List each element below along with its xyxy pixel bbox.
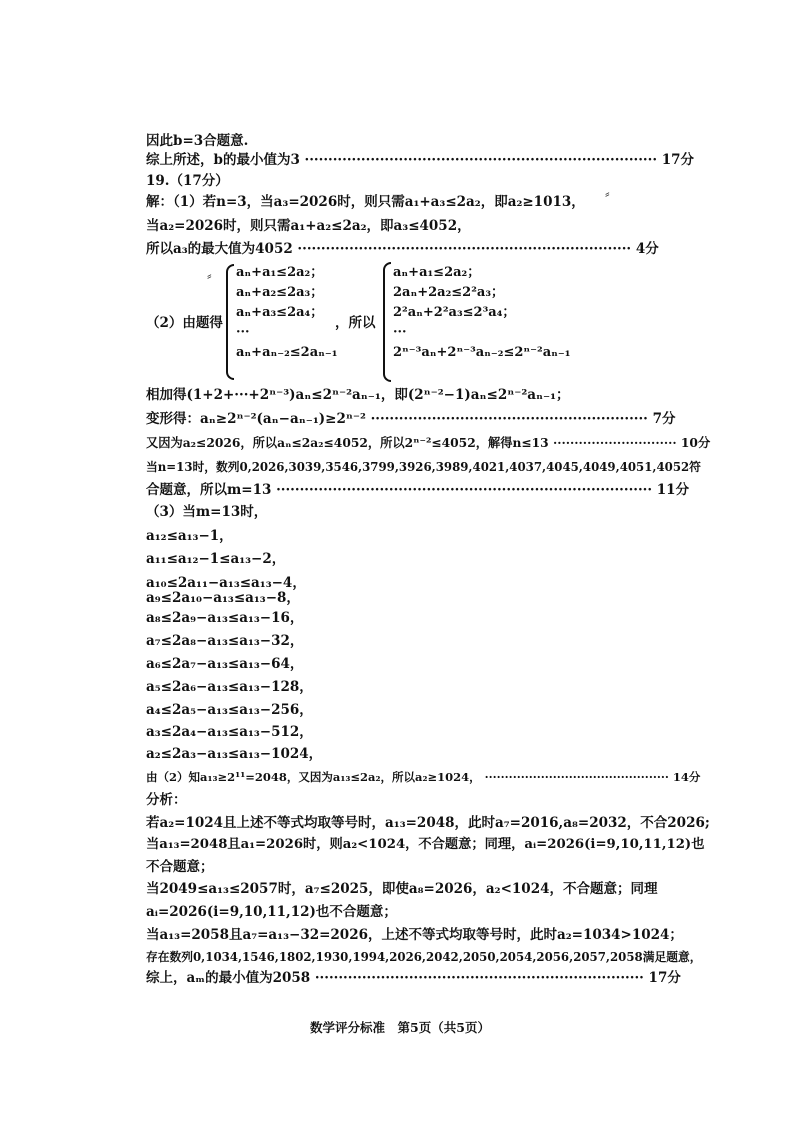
inequality: aₙ+a₁≤2a₂；	[393, 265, 481, 280]
text-line: 当a₁₃=2058且a₇=a₁₃−32=2026，上述不等式均取等号时，此时a₂=1034>1024；	[146, 927, 683, 943]
inequality: 2²aₙ+2²a₃≤2³a₄；	[393, 305, 516, 320]
question-heading: 19.（17分）	[146, 173, 229, 189]
left-brace	[226, 264, 234, 380]
inequality-line: a₁₀≤2a₁₁−a₁₃≤a₁₃−4，	[146, 575, 306, 591]
text-line: 所以a₃的最大值为4052 ······································································· 4分	[146, 241, 659, 257]
right-brace	[383, 262, 391, 382]
inequality-line: a₆≤2a₇−a₁₃≤a₁₃−64，	[146, 656, 304, 672]
text-line: 由（2）知a₁₃≥2¹¹=2048，又因为a₁₃≤2a₂，所以a₂≥1024， ·············································· 14分	[146, 770, 701, 784]
inequality-line: a₉≤2a₁₀−a₁₃≤a₁₃−8，	[146, 590, 300, 606]
inequality-line: a₁₁≤a₁₂−1≤a₁₃−2，	[146, 551, 286, 567]
inequality-line: a₄≤2a₅−a₁₃≤a₁₃−256，	[146, 702, 313, 718]
inequality-line: a₈≤2a₉−a₁₃≤a₁₃−16，	[146, 610, 304, 626]
inequality: ···	[393, 325, 407, 340]
text-line: 若a₂=1024且上述不等式均取等号时，a₁₃=2048，此时a₇=2016,a₈=2032，不合2026;	[146, 815, 710, 831]
text-line: 当a₂=2026时，则只需a₁+a₂≤2a₂，即a₃≤4052，	[146, 218, 471, 234]
text-line: 当2049≤a₁₃≤2057时，a₇≤2025，即使a₈=2026，a₂<1024，不合题意；同理	[146, 881, 658, 897]
text-line: 不合题意；	[146, 859, 214, 875]
system-connector: ，所以	[335, 315, 376, 331]
text-line: 相加得(1+2+···+2ⁿ⁻³)aₙ≤2ⁿ⁻²aₙ₋₁，即(2ⁿ⁻²−1)aₙ≤2ⁿ⁻²aₙ₋₁；	[146, 387, 570, 403]
handwritten-mark: ⸗	[207, 268, 212, 284]
text-line: 又因为a₂≤2026，所以aₙ≤2a₂≤4052，所以2ⁿ⁻²≤4052，解得n≤13 ····························· 10分	[146, 435, 711, 450]
text-line: 合题意，所以m=13 ················································································ 11分	[146, 482, 690, 498]
text-line: 存在数列0,1034,1546,1802,1930,1994,2026,2042,2050,2054,2056,2057,2058满足题意，	[146, 950, 702, 964]
text-line: 当a₁₃=2048且a₁=2026时，则a₂<1024，不合题意；同理，aᵢ=2026(i=9,10,11,12)也	[146, 837, 705, 852]
inequality: aₙ+aₙ₋₂≤2aₙ₋₁	[236, 345, 338, 360]
inequality-line: a₃≤2a₄−a₁₃≤a₁₃−512，	[146, 724, 313, 740]
inequality: aₙ+a₁≤2a₂；	[236, 265, 324, 280]
text-line: 变形得：aₙ≥2ⁿ⁻²(aₙ−aₙ₋₁)≥2ⁿ⁻² ··························································· 7分	[146, 411, 676, 427]
text-line: （3）当m=13时，	[146, 504, 268, 520]
system-right	[393, 263, 570, 363]
inequality-line: a₇≤2a₈−a₁₃≤a₁₃−32，	[146, 633, 304, 649]
page-footer: 数学评分标准 第5页（共5页）	[310, 1020, 490, 1035]
inequality-line: a₂≤2a₃−a₁₃≤a₁₃−1024，	[146, 746, 323, 762]
text-line: 因此b=3合题意.	[146, 133, 249, 149]
text-line: aᵢ=2026(i=9,10,11,12)也不合题意；	[146, 904, 397, 920]
inequality: ···	[236, 325, 250, 340]
text-line: 当n=13时，数列0,2026,3039,3546,3799,3926,3989,4021,4037,4045,4049,4051,4052符	[146, 460, 701, 474]
inequality: aₙ+a₂≤2a₃；	[236, 285, 324, 300]
inequality-line: a₅≤2a₆−a₁₃≤a₁₃−128，	[146, 679, 313, 695]
inequality: aₙ+a₃≤2a₄；	[236, 305, 324, 320]
system-label: （2）由题得	[146, 315, 223, 331]
text-line: 解：（1）若n=3，当a₃=2026时，则只需a₁+a₃≤2a₂，即a₂≥1013，	[146, 194, 585, 210]
handwritten-mark: ⸗	[605, 186, 610, 202]
text-line: 分析：	[146, 792, 187, 808]
text-line: 综上所述，b的最小值为3 ··········································································· 17分	[146, 152, 695, 168]
inequality-line: a₁₂≤a₁₃−1，	[146, 528, 233, 544]
inequality: 2ⁿ⁻³aₙ+2ⁿ⁻³aₙ₋₂≤2ⁿ⁻²aₙ₋₁	[393, 345, 571, 360]
inequality: 2aₙ+2a₂≤2²a₃；	[393, 285, 505, 300]
system-left	[236, 263, 337, 363]
text-line: 综上，aₘ的最小值为2058 ······································································ 17分	[146, 970, 681, 986]
